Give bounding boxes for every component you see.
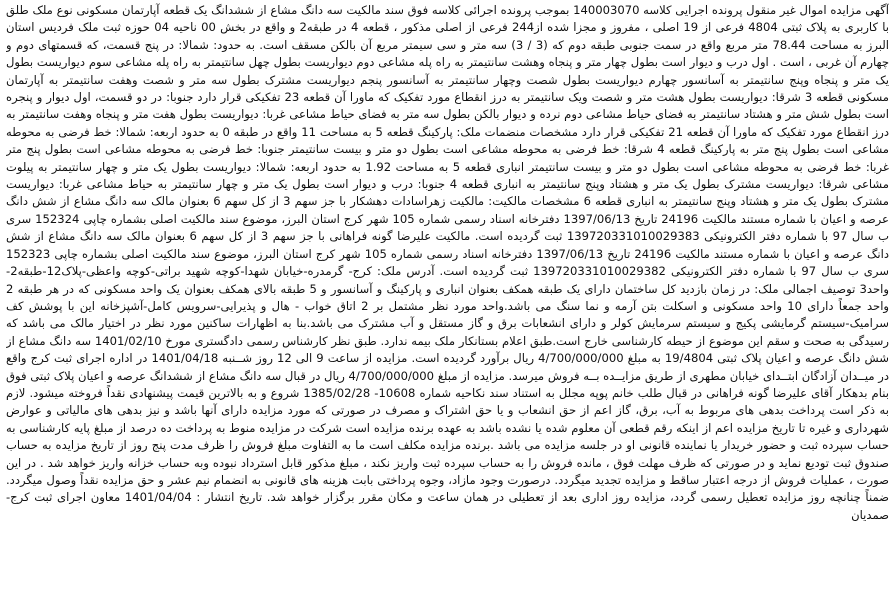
- auction-notice: [6, 2, 889, 608]
- notice-body-text: آگهی مزایده اموال غیر منقول پرونده اجرایی کلاسه 140003070 بموجب پرونده اجرائی کلاسه فوق سند مالکیت سه دانگ مشاع از ششدانگ یک قطعه آپارتمان مسکونی نوع ملک طلق با کاربری به پلاک ثبتی 4804 فرعی از 19 اصلی ، مفروز و مجزا شده از244 فرعی از اصلی مذکور ، قطعه 4 در طبقه2 و واقع در بخش 00 ناحیه 04 حوزه ثبت ملک فردیس استان البرز به مساحت 78.44 متر مربع واقع در سمت جنوبی طبقه دوم که (3 / 3) سه متر و سی سیمتر مربع آن بالکن مسقف است. به حدود: شمالا: در پنج قسمت، که قسمتهای دوم و چهارم آن غربی ، است . اول درب و دیوار است بطول چهار متر و پنجاه وهشت سانتیمتر به راه پله مشاعی دوم دیواریست بطول چهل سانتیمتر به راه پله مشاعی سوم دیواریست بطول یک متر و پنجاه وپنج سانتیمتر به آسانسور چهارم دیواریست بطول شصت وچهار سانتیمتر به آسانسور پنجم دیواریست مشترک بطول سه متر و شصت وهفت سانتیمتر به آپارتمان مسکونی قطعه 3 شرقا: دیواریست بطول هشت متر و شصت ویک سانتیمتر به درز انقطاع مورد تفکیک که ماورا آن قطعه 23 تفکیکی قرار دارد جنوبا: در دو قسمت، اول دیوار و پنجره است بطول شش متر و هشتاد سانتیمتر به فضای حیاط مشاعی دوم نرده و دیوار بالکن بطول سه متر به فضای حیاط مشاعی غربا: دیواریست بطول هفت متر و پنجاه وهفت سانتیمتر به درز انقطاع مورد تفکیک که ماورا آن قطعه 21 تفکیکی قرار دارد مشخصات منضمات ملک: پارکینگ قطعه 5 به مساحت 11 واقع در طبقه 0 به حدود اربعه: شمالا: خط فرضی به محوطه مشاعی است بطول پنج متر به پارکینگ قطعه 4 شرقا: خط فرضی به محوطه مشاعی است بطول دو متر و بیست سانتیمتر جنوبا: خط فرضی به محوطه مشاعی است بطول پنج متر غربا: خط فرضی به محوطه مشاعی است بطول دو متر و بیست سانتیمتر انباری قطعه 5 به مساحت 1.92 به حدود اربعه: شمالا: دیواریست بطول یک متر و چهار سانتیمتر به پیلوت مشاعی شرقا: دیواریست مشترک بطول یک متر و هشتاد وپنج سانتیمتر به انباری قطعه 4 جنوبا: درب و دیوار است بطول یک متر و چهار سانتیمتر به حیاط مشاعی غربا: دیواریست مشترک بطول یک متر و هشتاد وپنج سانتیمتر به انباری قطعه 6 مشخصات مالکیت: مالکیت زهراسادات دهشکار با جز سهم 3 از کل سهم 6 بعنوان مالک سه دانگ مشاع از شش دانگ عرصه و اعیان با شماره مستند مالکیت 24196 تاریخ 1397/06/13 دفترخانه اسناد رسمی شماره 105 شهر کرج استان البرز، موضوع سند مالکیت اصلی بشماره چاپی 152324 سری ب سال 97 با شماره دفتر الکترونیکی 139720331010029383 ثبت گردیده است. مالکیت علیرضا گونه فراهانی با جز سهم 3 از کل سهم 6 بعنوان مالک سه دانگ مشاع از شش دانگ عرصه و اعیان با شماره مستند مالکیت 24196 تاریخ 1397/06/13 دفترخانه اسناد رسمی شماره 105 شهر کرج استان البرز، موضوع سند مالکیت اصلی بشماره چاپی 152323 سری ب سال 97 با شماره دفتر الکترونیکی 139720331010029382 ثبت گردیده است. آدرس ملک: کرج- گرمدره-خیابان شهدا-کوچه شهید براتی-کوچه واعظی-پلاک12-طبقه2-واحد3 توصیف اجمالی ملک: در زمان بازدید کل ساختمان دارای یک طبقه همکف بعنوان انباری و پارکینگ و آسانسور و 5 طبقه بالای همکف بعنوان یک واحد مسکونی که در هر طبقه 2 واحد جمعاً دارای 10 واحد مسکونی و اسکلت بتن آرمه و نما سنگ می باشد.واحد مورد نظر مشتمل بر 2 اتاق خواب - هال و پذیرایی-سرویس کامل-آشپزخانه این با پوشش کف سرامیک-سیستم گرمایشی پکیج و سیستم سرمایش کولر و دارای انشعابات برق و گاز مستقل و آب مشترک می باشد.بنا به اظهارات ساکنین مورد نظر در اختیار مالک می باشد که رسیدگی به صحت و سقم این موضوع از حیطه کارشناسی خارج است.طبق اعلام بستانکار ملک بیمه ندارد. طبق نظر کارشناس رسمی دادگستری مورخ 1401/02/10 سه دانگ مشاع از شش دانگ عرصه و اعیان پلاک ثبتی 19/4804 به مبلغ 4/700/000/000 ریال برآورد گردیده است. مزایده از ساعت 9 الی 12 روز شــنبه 1401/04/18 در اداره اجرای ثبت کرج واقع در میــدان آزادگان ابتــدای خیابان مطهری از طریق مزایــده بــه فروش میرسد. مزایده از مبلغ 4/700/000/000 ریال در قبال سه دانگ مشاع از ششدانگ عرصه و اعیان پلاک ثبتی فوق بنام بدهکار آقای علیرضا گونه فراهانی در قبال طلب خانم پوپه مجلل به استناد سند نکاحیه شماره 10608- 1385/02/28 شروع و به بالاترین قیمت پیشنهادی نقداً فروخته میشود. لازم به ذکر است پرداخت بدهی های مربوط به آب، برق، گاز اعم از حق انشعاب و یا حق اشتراک و مصرف در صورتی که مورد مزایده دارای آنها باشد و نیز بدهی های مالیاتی و عوارض شهرداری و غیره تا تاریخ مزایده اعم از اینکه رقم قطعی آن معلوم شده یا نشده باشد به عهده برنده مزایده است شرکت در مزایده منوط به پرداخت ده درصد از مبلغ پایه کارشناسی به حساب سپرده ثبت و حضور خریدار یا نماینده قانونی او در جلسه مزایده می باشد .برنده مزایده مکلف است ما به التفاوت مبلغ فروش را ظرف مدت پنج روز از تاریخ مزایده به حساب صندوق ثبت تودیع نماید و در صورتی که ظرف مهلت فوق ، مانده فروش را به حساب سپرده ثبت واریز نکند ، مبلغ مذکور قابل استرداد نبوده وبه حساب خزانه واریز خواهد شد . در این صورت ، عملیات فروش از درجه اعتبار ساقط و مزایده تجدید میگردد. درصورت وجود مازاد، وجوه پرداختی بابت هزینه های قانونی به انضمام نیم عشر و حق مزایده نقداً وصول میگردد. ضمناً چنانچه روز مزایده تعطیل رسمی گردد، مزایده روز اداری بعد از تعطیلی در همان ساعت و مکان مقرر برگزار خواهد شد. تاریخ انتشار : 1401/04/04 معاون اجرای ثبت کرج-صمدیان: [6, 3, 889, 522]
